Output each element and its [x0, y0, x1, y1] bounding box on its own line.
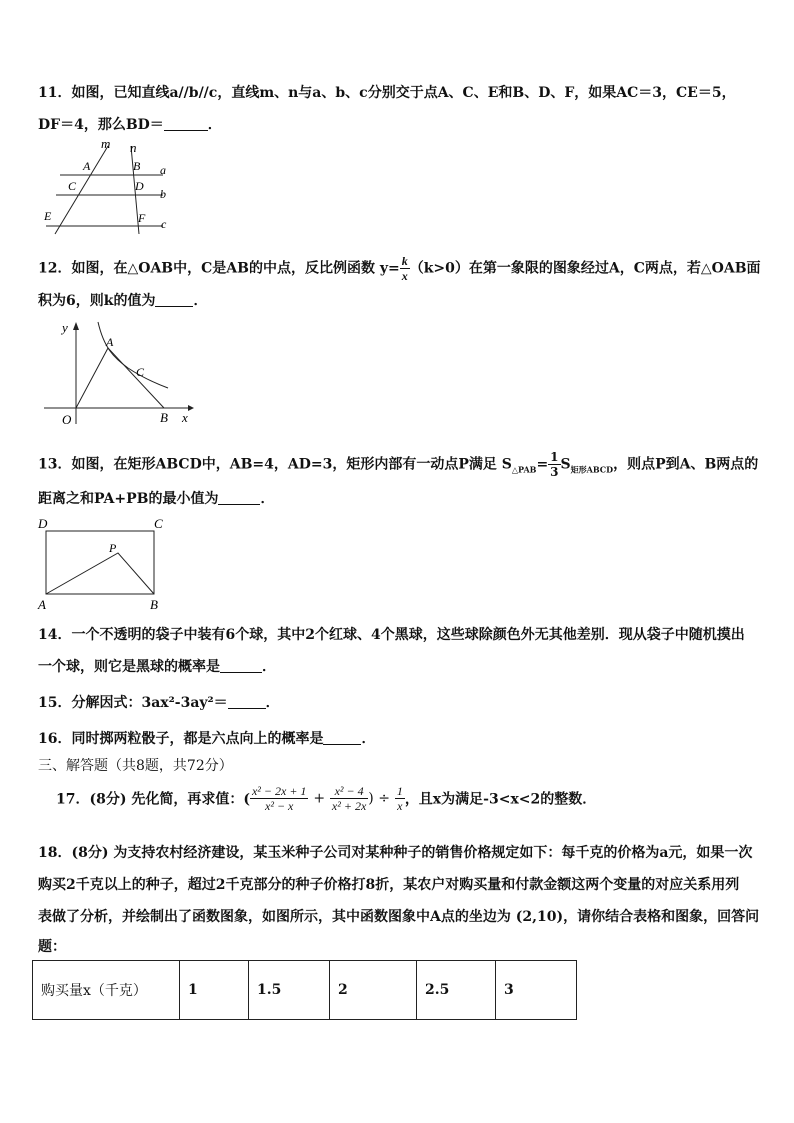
- fraction-denominator: x: [401, 269, 408, 283]
- divide-sign: ) ÷: [368, 790, 390, 807]
- q17-suffix: ，且x为满足-3<x<2的整数．: [404, 791, 597, 808]
- q16-prefix: 16．同时掷两粒骰子，都是六点向上的概率是: [38, 731, 324, 747]
- line-m: [55, 146, 108, 234]
- q18-line3: 表做了分析，并绘制出了函数图象，如图所示，其中函数图象中A点的坐边为 (2,10)，请你结合表格和图象，回答问: [38, 909, 760, 925]
- label-n: n: [130, 140, 137, 155]
- area-symbol: S: [560, 456, 571, 473]
- fraction-numerator: x² − 2x + 1: [251, 784, 307, 798]
- q11-figure: [38, 138, 188, 238]
- q12-line1-suffix: （k>0）在第一象限的图象经过A，C两点，若△OAB面: [409, 260, 761, 277]
- fraction-numerator: k: [401, 254, 408, 268]
- subscript-rect: 矩形ABCD: [570, 464, 614, 475]
- purchase-table: [32, 960, 577, 1020]
- q15-line: [38, 692, 280, 712]
- q12-line2-prefix: 积为6，则k的值为: [38, 293, 156, 309]
- q16-suffix: ．: [361, 731, 376, 747]
- q16-line: [38, 728, 375, 748]
- table-header-cell: 购买量x（千克）: [33, 961, 180, 1020]
- k-over-x-fraction: [400, 254, 410, 283]
- q15-suffix: ．: [265, 695, 280, 711]
- q13-figure: [36, 514, 176, 614]
- fraction-2: [330, 784, 368, 813]
- table-row: [33, 961, 577, 1020]
- label-A: A: [83, 159, 91, 173]
- q14-line1: 14．一个不透明的袋子中装有6个球，其中2个红球、4个黑球，这些球除颜色外无其他差别．现从袋子中随机摸出: [38, 627, 745, 643]
- label-O: O: [62, 412, 72, 427]
- q18-line1: 18．(8分) 为支持农村经济建设，某玉米种子公司对某种种子的销售价格规定如下：每千克的价格为a元，如果一次: [38, 845, 753, 861]
- label-a: a: [160, 163, 166, 177]
- fraction-denominator: x: [397, 799, 403, 813]
- q12-line1-prefix: 12．如图，在△OAB中，C是AB的中点，反比例函数 y=: [38, 260, 400, 277]
- answer-blank: [220, 658, 262, 673]
- label-B: B: [160, 410, 168, 425]
- answer-blank: [218, 490, 260, 505]
- label-C: C: [136, 365, 145, 379]
- label-A: A: [106, 335, 114, 349]
- answer-blank: [155, 292, 193, 307]
- q17-prefix: 17．(8分) 先化简，再求值：(: [56, 791, 250, 808]
- table-cell: 2: [330, 961, 417, 1020]
- equals-sign: =: [536, 456, 549, 473]
- q12-figure: [40, 318, 200, 428]
- y-axis-arrow: [73, 322, 79, 330]
- q13-line2-prefix: 距离之和PA+PB的最小值为: [38, 491, 219, 507]
- section-heading: 三、解答题（共8题，共72分）: [38, 758, 233, 774]
- fraction-denominator: x² − x: [265, 799, 294, 813]
- q13-line1: [38, 450, 758, 479]
- table-cell: 1.5: [249, 961, 330, 1020]
- label-C: C: [154, 516, 163, 531]
- q14-line2-suffix: ．: [262, 659, 276, 675]
- q11-line2: [38, 114, 222, 134]
- q13-line1-prefix: 13．如图，在矩形ABCD中，AB=4，AD=3，矩形内部有一动点P满足 S: [38, 456, 512, 473]
- hyperbola-curve: [98, 322, 168, 388]
- label-B: B: [150, 597, 158, 612]
- label-D: D: [135, 179, 144, 193]
- segments-PA-PB: [46, 553, 154, 594]
- answer-blank: [164, 116, 208, 131]
- label-E: E: [44, 209, 52, 223]
- fraction-denominator: 3: [550, 465, 559, 479]
- q12-line2: [38, 290, 207, 310]
- q18-line2: 购买2千克以上的种子，超过2千克部分的种子价格打8折，某农户对购买量和付款金额这两个变量的对应关系用列: [38, 877, 740, 893]
- fraction-numerator: 1: [550, 450, 559, 464]
- label-b: b: [160, 187, 166, 201]
- answer-blank: [323, 730, 361, 745]
- one-third-fraction: [548, 450, 560, 479]
- x-axis-arrow: [188, 405, 194, 411]
- q11-line2-suffix: ．: [207, 117, 222, 133]
- label-y: y: [62, 320, 68, 335]
- subscript-pab: △PAB: [511, 464, 537, 475]
- label-x: x: [182, 410, 188, 425]
- label-D: D: [38, 516, 48, 531]
- fraction-3: [395, 784, 405, 813]
- label-c: c: [161, 217, 167, 231]
- q14-line2-prefix: 一个球，则它是黑球的概率是: [38, 659, 220, 675]
- q12-line2-suffix: ．: [193, 293, 208, 309]
- q15-prefix: 15．分解因式：3ax²-3ay²＝: [38, 695, 228, 711]
- label-A: A: [38, 597, 46, 612]
- label-m: m: [101, 138, 111, 151]
- fraction-1: [250, 784, 308, 813]
- fraction-numerator: x² − 4: [330, 784, 368, 799]
- q11-line1: 11．如图，已知直线a//b//c，直线m、n与a、b、c分别交于点A、C、E和B、D、F，如果AC＝3，CE＝5，: [38, 85, 736, 101]
- table-cell: 3: [496, 961, 577, 1020]
- q13-line2: [38, 488, 274, 508]
- triangle-OAB: [76, 348, 164, 408]
- label-C: C: [68, 179, 77, 193]
- q18-line4: 题：: [38, 939, 66, 955]
- fraction-denominator: x² + 2x: [331, 799, 367, 813]
- q13-line2-suffix: ．: [260, 491, 275, 507]
- label-P: P: [109, 541, 117, 555]
- table-cell: 1: [180, 961, 249, 1020]
- label-B: B: [133, 159, 141, 173]
- fraction-numerator: 1: [396, 784, 403, 798]
- label-F: F: [138, 211, 146, 225]
- table-cell: 2.5: [417, 961, 496, 1020]
- q13-line1-suffix: ，则点P到A、B两点的: [613, 456, 759, 473]
- plus-sign: +: [313, 790, 326, 807]
- q12-line1: [38, 254, 761, 283]
- answer-blank: [228, 694, 266, 709]
- q17-line: [56, 784, 596, 813]
- q11-line2-prefix: DF＝4，那么BD＝: [38, 117, 164, 133]
- q14-line2: [38, 656, 276, 676]
